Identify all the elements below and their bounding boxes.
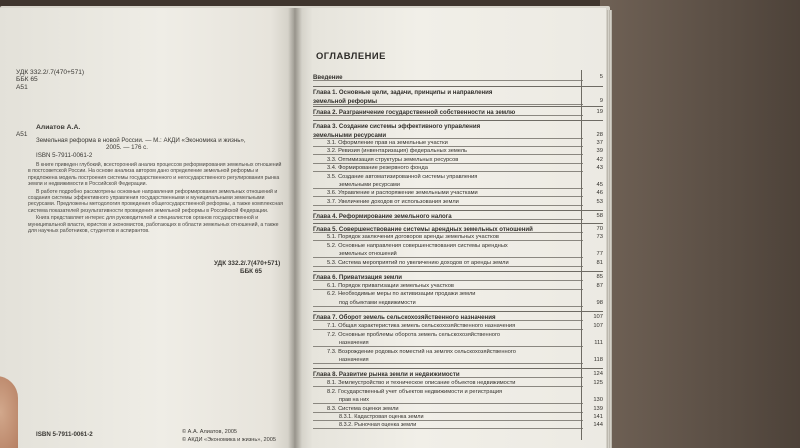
abstract-paragraph: В работе подробно рассмотрены основные направления реформирования земельных отношений и создания системы эффективного управления государственными и муниципальными земельными ресурсами. Предложены методология проведения общегосударственной реформы, а также комплексная система показателей результативности проведения земельной реформы в Российской Федерации. bbox=[28, 188, 283, 214]
toc-divider bbox=[313, 120, 603, 121]
toc-entry-label: Глава 8. Развитие рынка земли и недвижимости bbox=[313, 371, 460, 378]
toc-page-number: 85 bbox=[596, 274, 603, 280]
toc-leader-line bbox=[313, 232, 583, 233]
toc-entry-label: 5.2. Основные направления совершенствования системы арендных bbox=[327, 243, 508, 249]
copyright-author: © А.А. Алиатов, 2005 bbox=[182, 429, 238, 435]
toc-page-number: 37 bbox=[596, 140, 603, 146]
toc-entry-label: 3.3. Оптимизация структуры земельных ресурсов bbox=[327, 157, 459, 163]
toc-page-number: 130 bbox=[593, 397, 603, 403]
toc-leader-line bbox=[313, 403, 583, 404]
toc-entry-label: 8.3.2. Рыночная оценка земли bbox=[339, 422, 417, 428]
toc-entry-label: 3.2. Ревизия (инвентаризация) федеральных земель bbox=[327, 148, 468, 154]
abstract-paragraph: Книга представляет интерес для руководителей и специалистов органов государственной и муниципальной власти, юристов и экономистов, работающих в области земельных отношений, а также для научных работников, студентов и аспирантов. bbox=[28, 215, 279, 235]
toc-page-number: 98 bbox=[596, 300, 603, 306]
author-name: Алиатов А.А. bbox=[36, 124, 81, 131]
toc-leader-line bbox=[313, 320, 583, 321]
toc-leader-line bbox=[313, 163, 583, 164]
copyright-publisher: © АКДИ «Экономика и жизнь», 2005 bbox=[182, 437, 276, 443]
toc-page-number: 144 bbox=[593, 422, 603, 428]
abstract-paragraph: В книге приведен глубокий, всесторонний анализ процессов реформирования земельных отношений в постсоветской России. На основе анализа автором дано определение земельной реформы и предложена модель построения системы государственного и негосударственного регулирования рынка земли и недвижимости в Российской Федерации. bbox=[28, 162, 282, 188]
toc-page-number: 53 bbox=[596, 199, 603, 205]
toc-entry-label: 8.1. Землеустройство и техническое описание объектов недвижимости bbox=[327, 380, 516, 386]
toc-page-number: 77 bbox=[596, 251, 603, 257]
toc-entry-label: Глава 7. Оборот земель сельскохозяйственного назначения bbox=[313, 314, 496, 321]
toc-entry-label: 6.2. Необходимые меры по активизации продажи земли bbox=[327, 291, 476, 297]
toc-leader-line bbox=[313, 428, 583, 429]
toc-entry-label: прав на них bbox=[339, 397, 370, 403]
bbk-code-bottom: ББК 65 bbox=[240, 268, 262, 275]
toc-page-number: 46 bbox=[596, 190, 603, 196]
book-gutter bbox=[288, 8, 302, 448]
toc-page-number: 19 bbox=[596, 109, 603, 115]
toc-page-number: 73 bbox=[596, 234, 603, 240]
toc-entry-label: Глава 5. Совершенствование системы арендных земельных отношений bbox=[313, 226, 533, 233]
toc-leader-line bbox=[313, 138, 583, 139]
toc-leader-line bbox=[313, 219, 583, 220]
toc-divider bbox=[313, 311, 603, 312]
toc-page-number: 118 bbox=[593, 357, 603, 363]
toc-leader-line bbox=[313, 266, 583, 267]
toc-page-number: 87 bbox=[596, 283, 603, 289]
toc-entry-label: 3.1. Оформление прав на земельные участки bbox=[327, 140, 448, 146]
toc-leader-line bbox=[313, 412, 583, 413]
isbn-bottom: ISBN 5-7911-0061-2 bbox=[36, 431, 93, 438]
toc-leader-line bbox=[313, 420, 583, 421]
toc-leader-line bbox=[313, 104, 583, 105]
toc-leader-line bbox=[313, 196, 583, 197]
toc-page-number: 39 bbox=[596, 148, 603, 154]
toc-divider bbox=[313, 106, 603, 107]
isbn: ISBN 5-7911-0061-2 bbox=[36, 151, 93, 159]
toc-entry-label: 3.6. Управление и распоряжение земельными участками bbox=[327, 190, 478, 196]
toc-entry-label: 8.3. Система оценки земли bbox=[327, 406, 399, 412]
toc-entry-label: 8.3.1. Кадастровая оценка земли bbox=[339, 414, 424, 420]
toc-entry-label: земельных отношений bbox=[339, 251, 397, 257]
toc-entry-label: Глава 2. Разграничение государственной собственности на землю bbox=[313, 109, 516, 116]
toc-entry-label: назначения bbox=[339, 340, 369, 346]
toc-leader-line bbox=[313, 171, 583, 172]
left-page bbox=[0, 8, 294, 448]
toc-page-number: 141 bbox=[593, 414, 603, 420]
toc-entry-label: Глава 1. Основные цели, задачи, принципы и направления bbox=[313, 89, 493, 96]
toc-leader-line bbox=[313, 346, 583, 347]
toc-leader-line bbox=[313, 205, 583, 206]
toc-divider bbox=[313, 86, 603, 87]
bib-line-1: Земельная реформа в новой России. — М.: АКДИ «Экономика и жизнь», bbox=[36, 137, 246, 144]
toc-page-number: 111 bbox=[594, 340, 603, 346]
toc-page-number: 5 bbox=[599, 74, 603, 80]
toc-entry-label: под объектами недвижимости bbox=[339, 300, 416, 306]
toc-leader-line bbox=[313, 188, 583, 189]
toc-divider bbox=[313, 223, 603, 224]
toc-divider bbox=[313, 271, 603, 272]
toc-leader-line bbox=[313, 280, 583, 281]
toc-entry-label: Введение bbox=[313, 74, 343, 81]
toc-entry-label: 5.1. Порядок заключения договоров аренды земельных участков bbox=[327, 234, 499, 240]
toc-page-number: 42 bbox=[596, 157, 603, 163]
toc-leader-line bbox=[313, 377, 583, 378]
toc-page-number: 107 bbox=[593, 323, 603, 329]
toc-entry-label: 3.5. Создание автоматизированной системы управления bbox=[327, 174, 478, 180]
toc-leader-line bbox=[313, 80, 583, 81]
toc-page-number: 139 bbox=[593, 406, 603, 412]
toc-entry-label: 5.3. Система мероприятий по увеличению доходов от аренды земли bbox=[327, 260, 509, 266]
toc-leader-line bbox=[313, 115, 583, 116]
toc-page-number: 124 bbox=[593, 371, 603, 377]
toc-leader-line bbox=[313, 240, 583, 241]
toc-entry-label: Глава 6. Приватизация земли bbox=[313, 274, 403, 281]
toc-page-number: 58 bbox=[596, 213, 603, 219]
udc-code: УДК 332.2/.7(470+571) bbox=[16, 69, 85, 76]
toc-entry-label: 7.1. Общая характеристика земель сельскохозяйственного назначения bbox=[327, 323, 516, 329]
toc-entry-label: Глава 4. Реформирование земельного налога bbox=[313, 213, 452, 220]
toc-page-number: 9 bbox=[599, 98, 603, 104]
author-index: А51 bbox=[16, 84, 28, 91]
toc-leader-line bbox=[313, 289, 583, 290]
bbk-code: ББК 65 bbox=[16, 76, 38, 83]
toc-leader-line bbox=[313, 386, 583, 387]
toc-page-column-rule bbox=[581, 70, 582, 440]
thumb bbox=[0, 376, 18, 448]
toc-page-number: 45 bbox=[596, 182, 603, 188]
toc-page-number: 43 bbox=[596, 165, 603, 171]
toc-leader-line bbox=[313, 329, 583, 330]
toc-leader-line bbox=[313, 306, 583, 307]
toc-entry-label: земельной реформы bbox=[313, 98, 378, 105]
toc-leader-line bbox=[313, 154, 583, 155]
toc-page-number: 107 bbox=[593, 314, 603, 320]
toc-entry-label: назначения bbox=[339, 357, 369, 363]
toc-entry-label: земельными ресурсами bbox=[313, 132, 387, 139]
background-table bbox=[600, 0, 800, 448]
toc-entry-label: 7.2. Основные проблемы оборота земель сельскохозяйственного bbox=[327, 332, 501, 338]
abstract-text bbox=[28, 162, 283, 235]
toc-page-number: 70 bbox=[596, 226, 603, 232]
author-index-2: А51 bbox=[16, 131, 28, 138]
toc-entry-label: 7.3. Возрождение родовых поместий на землях сельскохозяйственного bbox=[327, 349, 516, 355]
toc-leader-line bbox=[313, 146, 583, 147]
udc-code-bottom: УДК 332.2/.7(470+571) bbox=[214, 260, 281, 267]
toc-page-number: 28 bbox=[596, 132, 603, 138]
bib-line-2: 2005. — 176 с. bbox=[106, 144, 148, 152]
toc-divider bbox=[313, 368, 603, 369]
toc-divider bbox=[313, 210, 603, 211]
toc-entry-label: Глава 3. Создание системы эффективного управления bbox=[313, 123, 481, 130]
toc-page-number: 81 bbox=[596, 260, 603, 266]
toc-entry-label: 8.2. Государственный учет объектов недвижимости и регистрация bbox=[327, 389, 503, 395]
toc-page-number: 125 bbox=[593, 380, 603, 386]
bibliographic-record bbox=[36, 131, 281, 159]
toc-leader-line bbox=[313, 363, 583, 364]
toc-entry-label: 3.7. Увеличение доходов от использования земли bbox=[327, 199, 459, 205]
toc-title: ОГЛАВЛЕНИЕ bbox=[316, 50, 386, 61]
toc-entry-label: земельными ресурсами bbox=[339, 182, 400, 188]
toc-entry-label: 3.4. Формирование резервного фонда bbox=[327, 165, 428, 171]
table-of-contents bbox=[313, 62, 603, 448]
toc-entry-label: 6.1. Порядок приватизации земельных участков bbox=[327, 283, 454, 289]
toc-leader-line bbox=[313, 257, 583, 258]
